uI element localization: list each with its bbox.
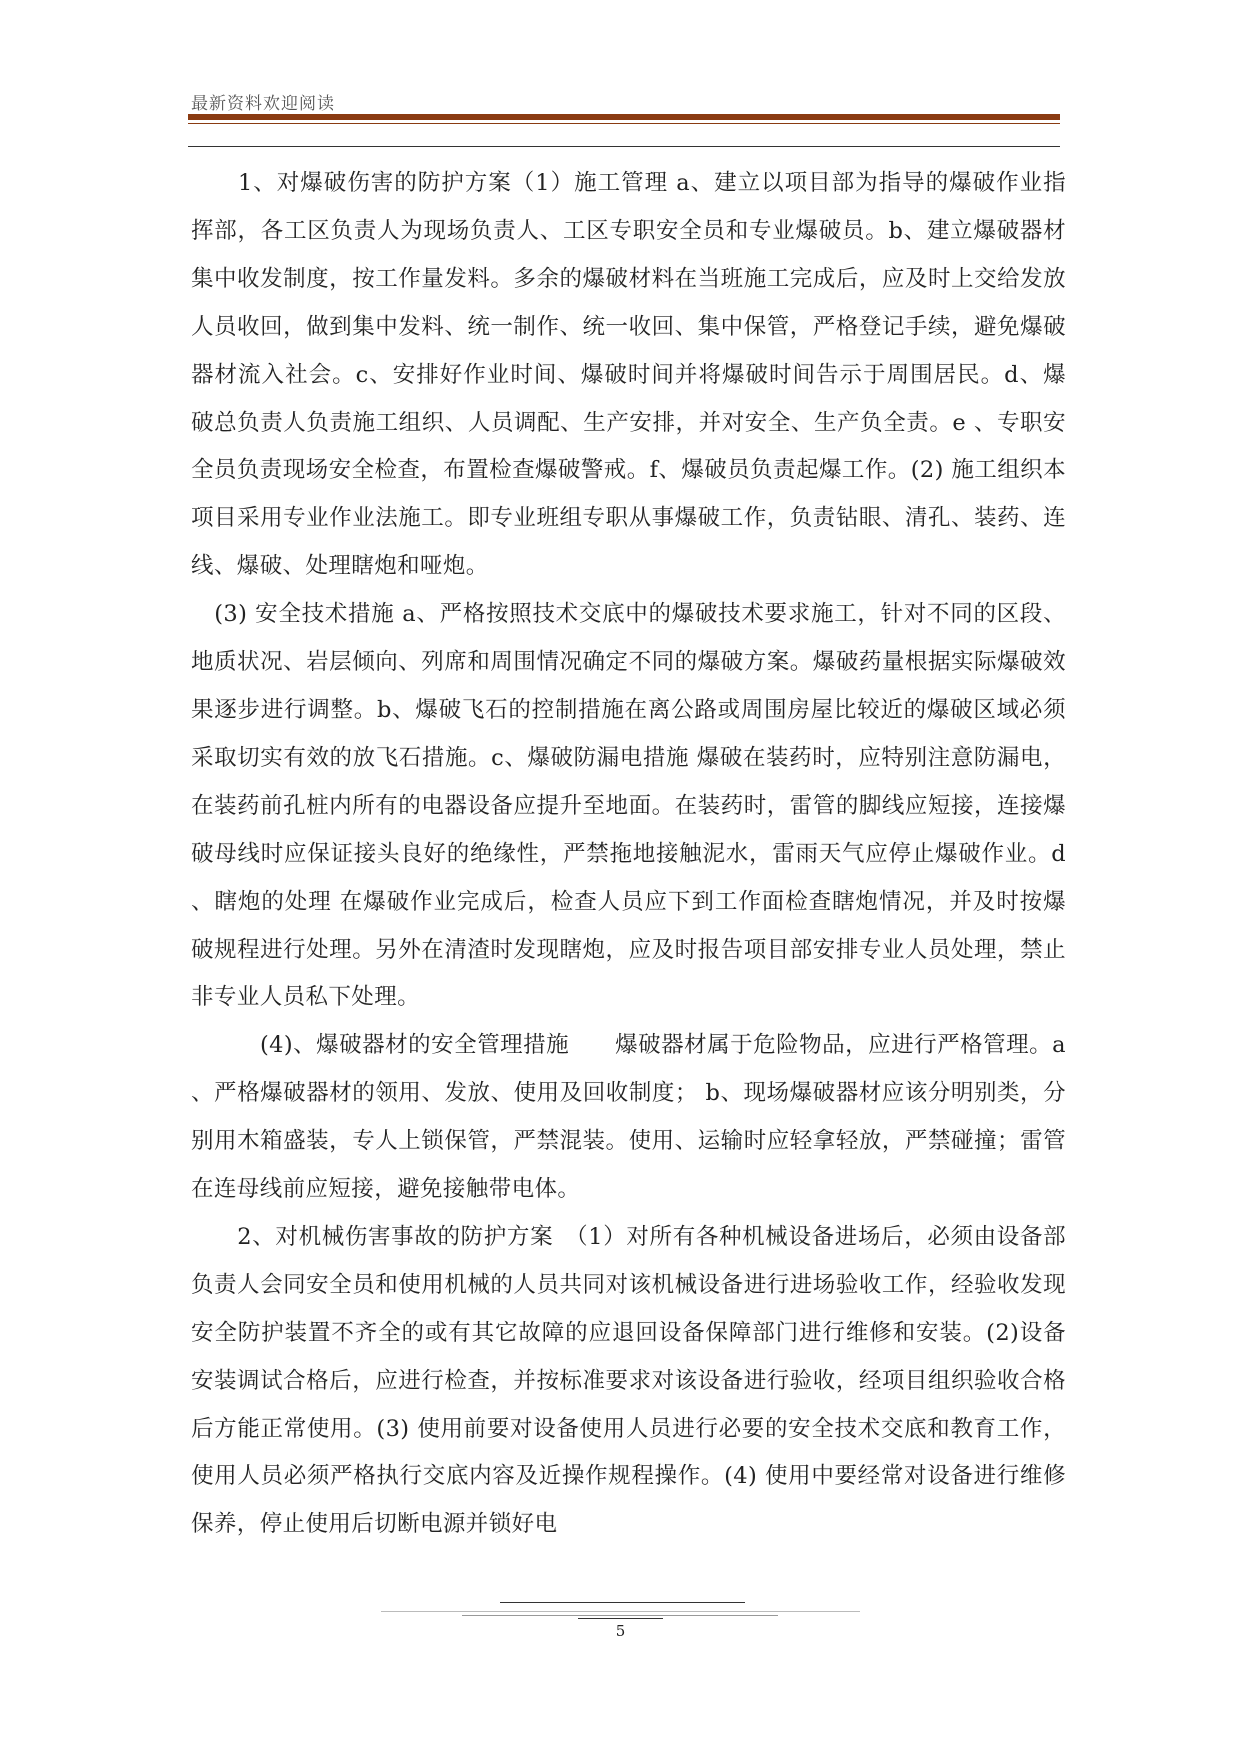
paragraph-blasting-protection: 1、对爆破伤害的防护方案（1）施工管理 a、建立以项目部为指导的爆破作业指挥部，各工区负责人为现场负责人、工区专职安全员和专业爆破员。b、建立爆破器材集中收发制度，按工作量发料。多余的爆破材料在当班施工完成后，应及时上交给发放人员收回，做到集中发料、统一制作、统一收回、集中保管，严格登记手续，避免爆破器材流入社会。c、安排好作业时间、爆破时间并将爆破时间告示于周围居民。d、爆破总负责人负责施工组织、人员调配、生产安排，并对安全、生产负全责。e 、专职安全员负责现场安全检查，布置检查爆破警戒。f、爆破员负责起爆工作。(2) 施工组织本项目采用专业作业法施工。即专业班组专职从事爆破工作，负责钻眼、清孔、装药、连线、爆破、处理瞎炮和哑炮。: [191, 170, 1066, 580]
paragraph-blasting-material-management: (4)、爆破器材的安全管理措施 爆破器材属于危险物品，应进行严格管理。a 、严格爆破器材的领用、发放、使用及回收制度； b、现场爆破器材应该分明别类，分别用木箱盛装，专人上锁保管，严禁混装。使用、运输时应轻拿轻放，严禁碰撞；雷管在连母线前应短接，避免接触带电体。: [191, 1032, 1066, 1203]
document-body: [191, 160, 1066, 1549]
page-number: 5: [615, 1622, 626, 1640]
footer-rule: [500, 1602, 745, 1603]
content-top-divider: [188, 146, 1060, 147]
header-rule-thin: [188, 123, 1060, 124]
header-rule-thick: [188, 114, 1060, 120]
footer-rule: [578, 1618, 663, 1619]
footer-rule: [381, 1611, 860, 1612]
paragraph-safety-technical-measures: (3) 安全技术措施 a、严格按照技术交底中的爆破技术要求施工，针对不同的区段、地质状况、岩层倾向、列席和周围情况确定不同的爆破方案。爆破药量根据实际爆破效果逐步进行调整。b、爆破飞石的控制措施在离公路或周围房屋比较近的爆破区域必须采取切实有效的放飞石措施。c、爆破防漏电措施 爆破在装药时，应特别注意防漏电，在装药前孔桩内所有的电器设备应提升至地面。在装药时，雷管的脚线应短接，连接爆破母线时应保证接头良好的绝缘性，严禁拖地接触泥水，雷雨天气应停止爆破作业。d 、瞎炮的处理 在爆破作业完成后，检查人员应下到工作面检查瞎炮情况，并及时按爆破规程进行处理。另外在清渣时发现瞎炮，应及时报告项目部安排专业人员处理，禁止非专业人员私下处理。: [191, 601, 1066, 1011]
header-title: 最新资料欢迎阅读: [191, 94, 335, 114]
footer-rule: [462, 1615, 778, 1616]
paragraph-mechanical-injury-protection: 2、对机械伤害事故的防护方案 （1）对所有各种机械设备进场后，必须由设备部负责人会同安全员和使用机械的人员共同对该机械设备进行进场验收工作，经验收发现安全防护装置不齐全的或有其它故障的应退回设备保障部门进行维修和安装。(2)设备安装调试合格后，应进行检查，并按标准要求对该设备进行验收，经项目组织验收合格后方能正常使用。(3) 使用前要对设备使用人员进行必要的安全技术交底和教育工作，使用人员必须严格执行交底内容及近操作规程操作。(4) 使用中要经常对设备进行维修保养，停止使用后切断电源并锁好电: [191, 1223, 1066, 1538]
